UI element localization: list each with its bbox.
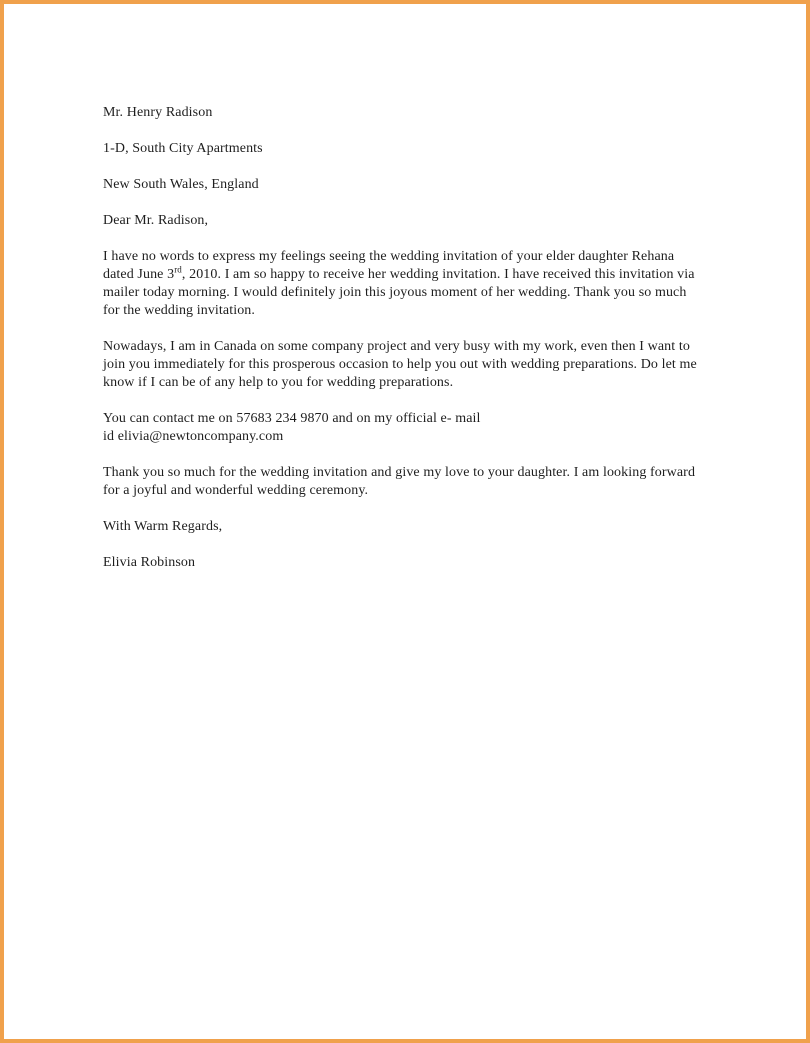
paragraph-invitation-text-start: I have no words to express my feelings seeing the wedding invitation of your elder daughter Rehana dated June 3 (103, 249, 675, 282)
recipient-address-line1: 1-D, South City Apartments (103, 141, 263, 156)
paragraph-invitation-text-rest: , 2010. I am so happy to receive her wedding invitation. I have received this invitation via mailer today morning. I would definitely join this joyous moment of her wedding. Thank you so much for the wedding invitation. (103, 267, 695, 318)
signature: Elivia Robinson (103, 555, 196, 570)
date-ordinal-suffix: rd (174, 264, 182, 275)
paragraph-availability: Nowadays, I am in Canada on some company project and very busy with my work, even then I want to join you immediately for this prosperous occasion to help you out with wedding preparations. Do let me know if I can be of any help to you for wedding preparations. (103, 339, 697, 390)
contact-email-line: id elivia@newtoncompany.com (103, 429, 284, 444)
paragraph-contact (103, 410, 703, 446)
paragraph-invitation (103, 248, 703, 320)
recipient-name: Mr. Henry Radison (103, 105, 213, 120)
contact-phone-line: You can contact me on 57683 234 9870 and on my official e- mail (103, 411, 481, 426)
letter-content (4, 4, 808, 572)
salutation: Dear Mr. Radison, (103, 213, 209, 228)
recipient-address-line2: New South Wales, England (103, 177, 259, 192)
closing: With Warm Regards, (103, 519, 223, 534)
paragraph-thanks: Thank you so much for the wedding invitation and give my love to your daughter. I am looking forward for a joyful and wonderful wedding ceremony. (103, 465, 696, 498)
